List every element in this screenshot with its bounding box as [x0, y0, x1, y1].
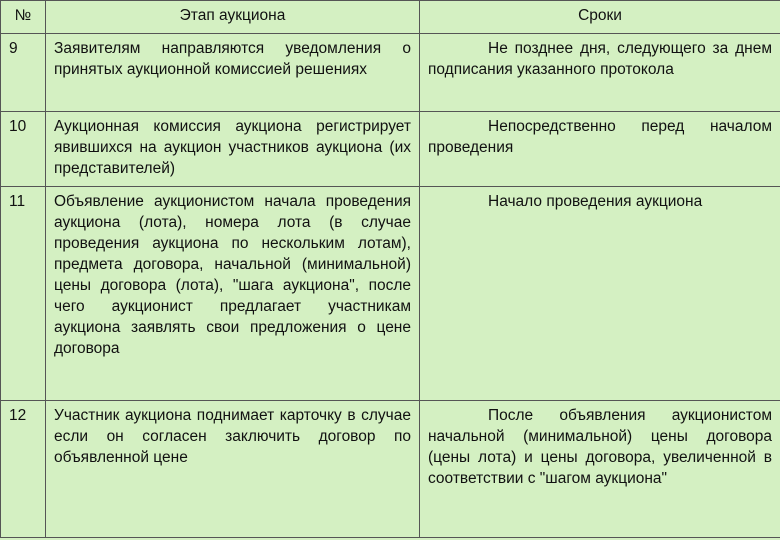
row-stage: Объявление аукционистом начала проведения аукциона (лота), номера лота (в случае проведения аукциона по нескольким лотам), предмета договора, начальной (минимальной) цены договора (лота), "шага аукциона", после чего аукционист предлагает участникам аукциона заявлять свои предложения о цене договора	[46, 187, 420, 401]
table-row	[1, 187, 780, 401]
row-term: После объявления аукционистом начальной (минимальной) цены договора (цены лота) и цены договора, увеличенной в соответствии с "шагом аукциона"	[420, 401, 780, 538]
row-stage: Аукционная комиссия аукциона регистрирует явившихся на аукцион участников аукциона (их представителей)	[46, 112, 420, 187]
table-row	[1, 401, 780, 538]
header-stage: Этап аукциона	[46, 1, 420, 34]
header-number: №	[1, 1, 46, 34]
row-number: 9	[1, 34, 46, 112]
row-number: 12	[1, 401, 46, 538]
row-term: Непосредственно перед началом проведения	[420, 112, 780, 187]
table-row	[1, 34, 780, 112]
table-header-row	[1, 1, 780, 34]
row-stage: Заявителям направляются уведомления о принятых аукционной комиссией решениях	[46, 34, 420, 112]
row-stage: Участник аукциона поднимает карточку в случае если он согласен заключить договор по объявленной цене	[46, 401, 420, 538]
row-number: 11	[1, 187, 46, 401]
header-term: Сроки	[420, 1, 780, 34]
row-term: Начало проведения аукциона	[420, 187, 780, 401]
row-number: 10	[1, 112, 46, 187]
table-row	[1, 112, 780, 187]
row-term: Не позднее дня, следующего за днем подписания указанного протокола	[420, 34, 780, 112]
